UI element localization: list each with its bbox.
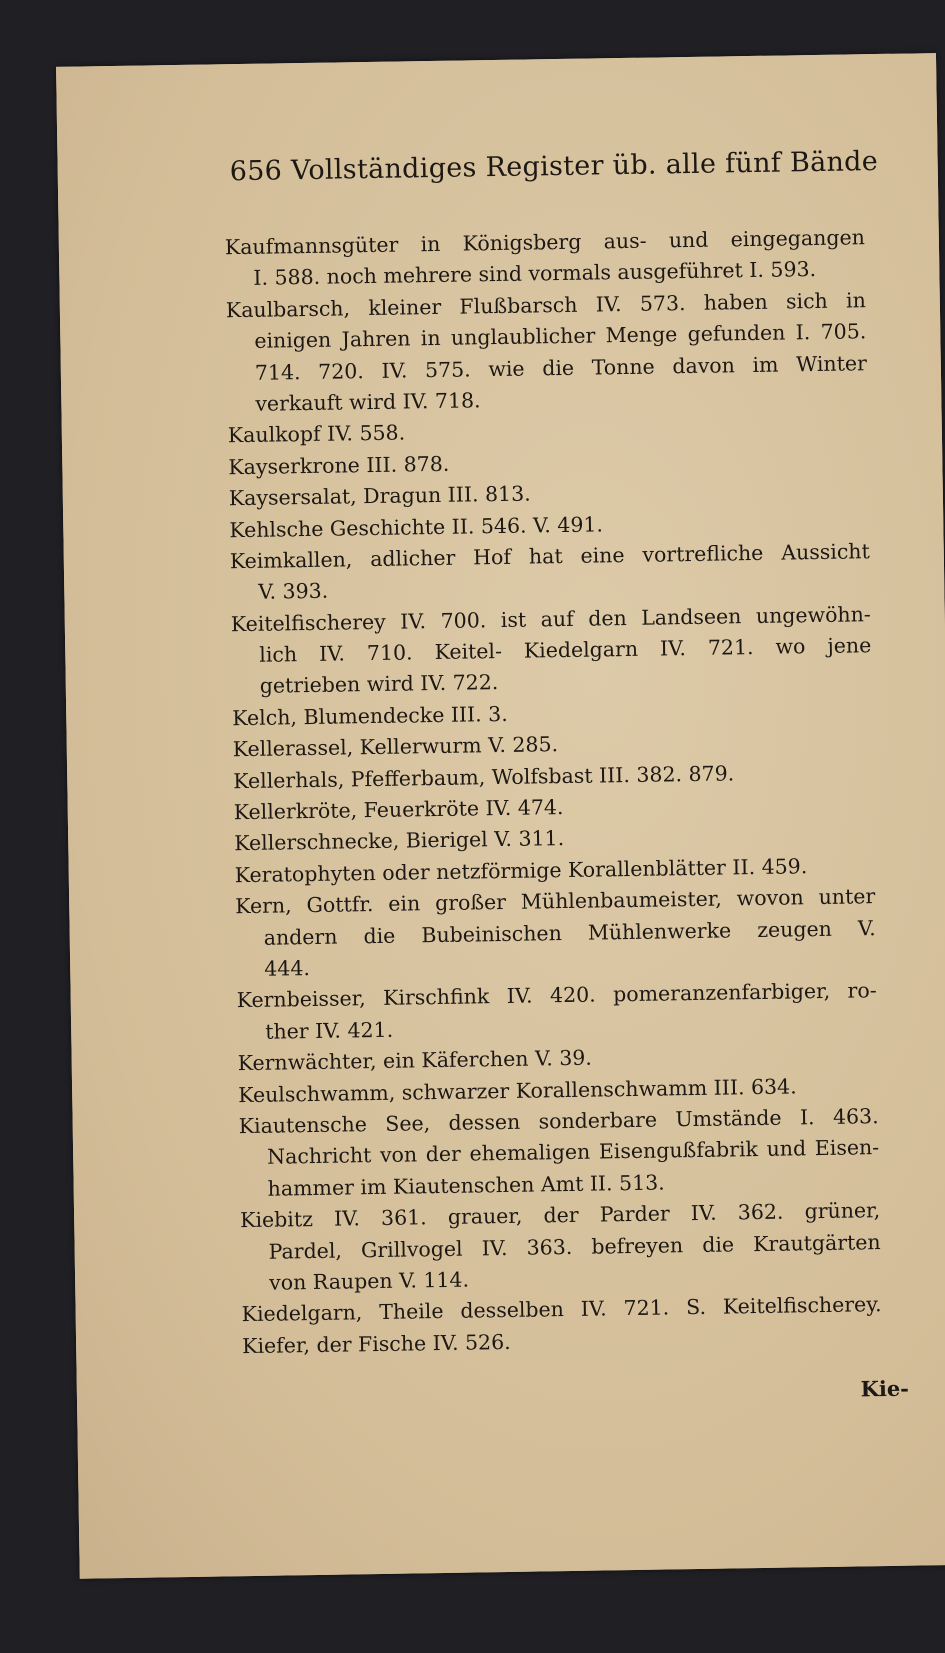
index-entry-continuation-line: einigen Jahren in unglaublicher Menge gefunden I. 705. bbox=[254, 319, 867, 354]
running-title: Vollständiges Register üb. alle fünf Bände bbox=[290, 146, 879, 187]
index-entry-continuation-line: Nachricht von der ehemaligen Eisengußfabrik und Eisen- bbox=[267, 1135, 880, 1170]
index-entry-continuation-line: andern die Bubeinischen Mühlenwerke zeugen V. bbox=[263, 915, 876, 950]
index-entry-line: Kiautensche See, dessen sonderbare Umstände I. 463. bbox=[238, 1104, 879, 1139]
index-entry-line: Kehlsche Geschichte II. 546. V. 491. bbox=[229, 511, 604, 542]
index-entry-line: Keulschwamm, schwarzer Korallenschwamm III. 634. bbox=[238, 1073, 797, 1107]
index-entry-continuation-line: V. 393. bbox=[258, 578, 329, 605]
index-entry-continuation-line: ther IV. 421. bbox=[265, 1017, 394, 1044]
index-entry-line: Kern, Gottfr. ein großer Mühlenbaumeister, wovon unter bbox=[235, 884, 876, 919]
index-entry-line: Kernwächter, ein Käferchen V. 39. bbox=[237, 1045, 593, 1076]
index-entry-continuation-line: 714. 720. IV. 575. wie die Tonne davon im Winter bbox=[254, 350, 867, 385]
catchword: Kie- bbox=[860, 1375, 910, 1402]
index-entry-line: Kellerhals, Pfefferbaum, Wolfsbast III. 382. 879. bbox=[233, 760, 735, 793]
page-header bbox=[229, 146, 889, 187]
index-entry-line: Kernbeisser, Kirschfink IV. 420. pomeranzenfarbiger, ro- bbox=[236, 978, 877, 1013]
index-entry-continuation-line: 444. bbox=[264, 956, 311, 981]
index-entry-line: Keratophyten oder netzförmige Korallenblätter II. 459. bbox=[234, 854, 808, 888]
index-entry-line: Kaulbarsch, kleiner Flußbarsch IV. 573. haben sich in bbox=[225, 288, 867, 323]
index-entry-line: Keimkallen, adlicher Hof hat eine vortrefliche Aussicht bbox=[229, 539, 870, 574]
index-entry-line: Kellerkröte, Feuerkröte IV. 474. bbox=[233, 795, 564, 825]
index-entry-continuation-line: verkauft wird IV. 718. bbox=[255, 388, 481, 416]
index-entry-line: Kiebitz IV. 361. grauer, der Parder IV. 362. grüner, bbox=[240, 1198, 881, 1233]
index-entry-continuation-line: von Raupen V. 114. bbox=[268, 1267, 470, 1295]
index-entry-line: Kelch, Blumendecke III. 3. bbox=[232, 701, 508, 731]
index-entry-line: Kellerschnecke, Bierigel V. 311. bbox=[234, 826, 565, 856]
index-entry-line: Kellerassel, Kellerwurm V. 285. bbox=[232, 732, 559, 762]
book-page bbox=[56, 53, 945, 1579]
index-entry-continuation-line: getrieben wird IV. 722. bbox=[259, 670, 499, 699]
index-entry-continuation-line: lich IV. 710. Keitel- Kiedelgarn IV. 721. wo jene bbox=[259, 633, 872, 667]
index-entry-line: Keitelfischerey IV. 700. ist auf den Landseen ungewöhn- bbox=[230, 601, 871, 636]
index-entry-line: Kaysersalat, Dragun III. 813. bbox=[228, 481, 531, 511]
index-entries bbox=[225, 222, 883, 1362]
index-entry-line: Kaufmannsgüter in Königsberg aus- und eingegangen bbox=[224, 225, 866, 260]
index-entry-continuation-line: hammer im Kiautenschen Amt II. 513. bbox=[267, 1170, 665, 1201]
index-entry-continuation-line: I. 588. noch mehrere sind vormals ausgeführet I. 593. bbox=[253, 257, 817, 291]
page-number: 656 bbox=[229, 155, 283, 188]
index-entry-line: Kayserkrone III. 878. bbox=[228, 451, 450, 479]
index-entry-line: Kaulkopf IV. 558. bbox=[227, 420, 406, 448]
index-entry-line: Kiefer, der Fische IV. 526. bbox=[241, 1329, 511, 1358]
index-entry-continuation-line: Pardel, Grillvogel IV. 363. befreyen die Krautgärten bbox=[268, 1229, 881, 1264]
index-entry-line: Kiedelgarn, Theile desselben IV. 721. S. Keitelfischerey. bbox=[241, 1292, 882, 1327]
